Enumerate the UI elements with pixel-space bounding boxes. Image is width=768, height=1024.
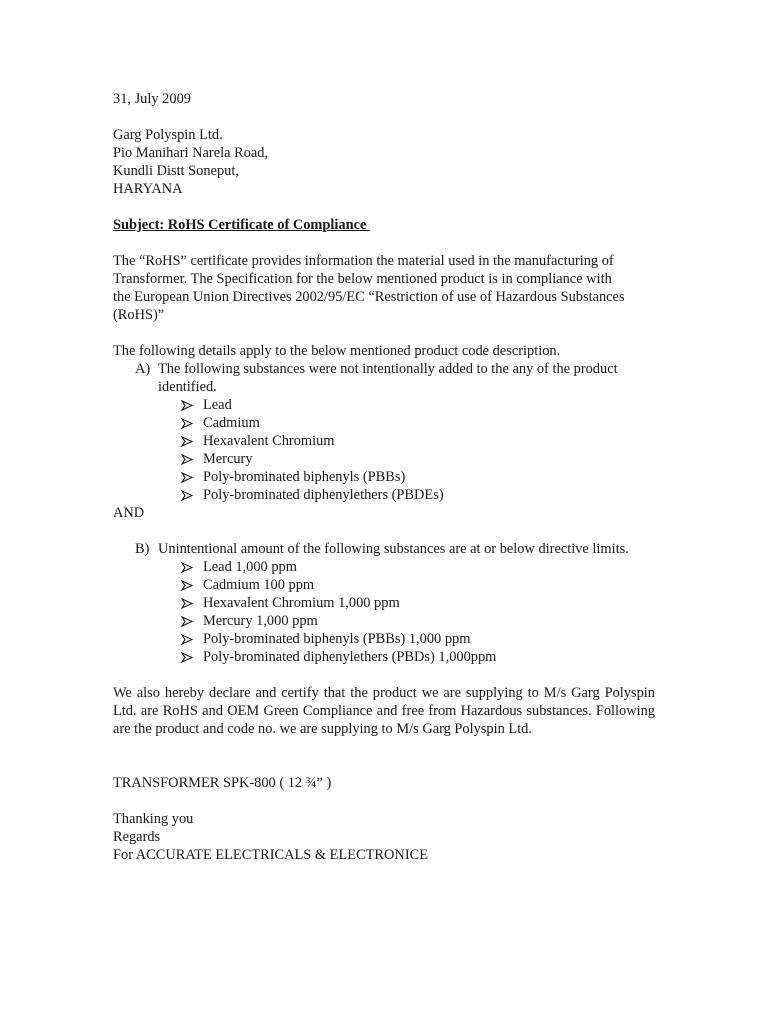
list-item: Poly-brominated biphenyls (PBBs) xyxy=(181,468,655,486)
list-item: Lead 1,000 ppm xyxy=(181,558,655,576)
intro-line: The “RoHS” certificate provides information the material used in the manufacturing of xyxy=(113,253,614,269)
list-item: Poly-brominated diphenylethers (PBDEs) xyxy=(181,486,655,504)
intro-paragraph xyxy=(113,252,655,324)
list-item: Poly-brominated diphenylethers (PBDs) 1,000ppm xyxy=(181,648,655,666)
arrow-bullet-icon xyxy=(181,450,197,468)
list-item: Mercury xyxy=(181,450,655,468)
list-item: Cadmium 100 ppm xyxy=(181,576,655,594)
arrow-bullet-icon xyxy=(181,594,197,612)
arrow-bullet-icon xyxy=(181,648,197,666)
arrow-bullet-icon xyxy=(181,414,197,432)
section-a-label: A) xyxy=(135,361,151,377)
address-line: HARYANA xyxy=(113,181,183,197)
details-intro: The following details apply to the below mentioned product code description. xyxy=(113,343,561,359)
intro-line: the European Union Directives 2002/95/EC “Restriction of use of Hazardous Substances xyxy=(113,289,625,305)
list-item: Hexavalent Chromium xyxy=(181,432,655,450)
closing-thanks: Thanking you xyxy=(113,811,194,827)
section-a-list xyxy=(113,396,655,504)
subject-heading: Subject: RoHS Certificate of Compliance xyxy=(113,217,370,233)
section-b-list xyxy=(113,558,655,666)
closing-regards: Regards xyxy=(113,829,161,845)
and-connector: AND xyxy=(113,505,145,521)
recipient-address xyxy=(113,126,655,198)
letter-body xyxy=(113,90,655,864)
list-item: Cadmium xyxy=(181,414,655,432)
list-item: Mercury 1,000 ppm xyxy=(181,612,655,630)
arrow-bullet-icon xyxy=(181,432,197,450)
section-a-text-cont: identified. xyxy=(158,379,217,395)
address-line: Pio Manihari Narela Road, xyxy=(113,145,269,161)
letter-date: 31, July 2009 xyxy=(113,91,191,107)
declaration-paragraph: We also hereby declare and certify that the product we are supplying to M/s Garg Polyspin Ltd. are RoHS and OEM Green Compliance and free from Hazardous substances. Following are the product and code no. we are supplying to M/s Garg Polyspin Ltd. xyxy=(113,685,655,737)
arrow-bullet-icon xyxy=(181,486,197,504)
section-b-label: B) xyxy=(135,541,150,557)
section-a-text: The following substances were not intentionally added to the any of the product xyxy=(158,361,618,377)
list-item: Poly-brominated biphenyls (PBBs) 1,000 ppm xyxy=(181,630,655,648)
list-item: Hexavalent Chromium 1,000 ppm xyxy=(181,594,655,612)
closing-signatory: For ACCURATE ELECTRICALS & ELECTRONICE xyxy=(113,847,428,863)
arrow-bullet-icon xyxy=(181,558,197,576)
section-a xyxy=(113,360,655,396)
product-line: TRANSFORMER SPK-800 ( 12 ¾” ) xyxy=(113,775,332,791)
arrow-bullet-icon xyxy=(181,612,197,630)
arrow-bullet-icon xyxy=(181,630,197,648)
arrow-bullet-icon xyxy=(181,396,197,414)
section-b-text: Unintentional amount of the following substances are at or below directive limits. xyxy=(158,541,629,557)
section-b xyxy=(113,540,655,558)
intro-line: Transformer. The Specification for the below mentioned product is in compliance with xyxy=(113,271,612,287)
arrow-bullet-icon xyxy=(181,468,197,486)
arrow-bullet-icon xyxy=(181,576,197,594)
address-line: Garg Polyspin Ltd. xyxy=(113,127,223,143)
list-item: Lead xyxy=(181,396,655,414)
address-line: Kundli Distt Soneput, xyxy=(113,163,239,179)
closing-block xyxy=(113,810,655,864)
intro-line: (RoHS)” xyxy=(113,307,165,323)
